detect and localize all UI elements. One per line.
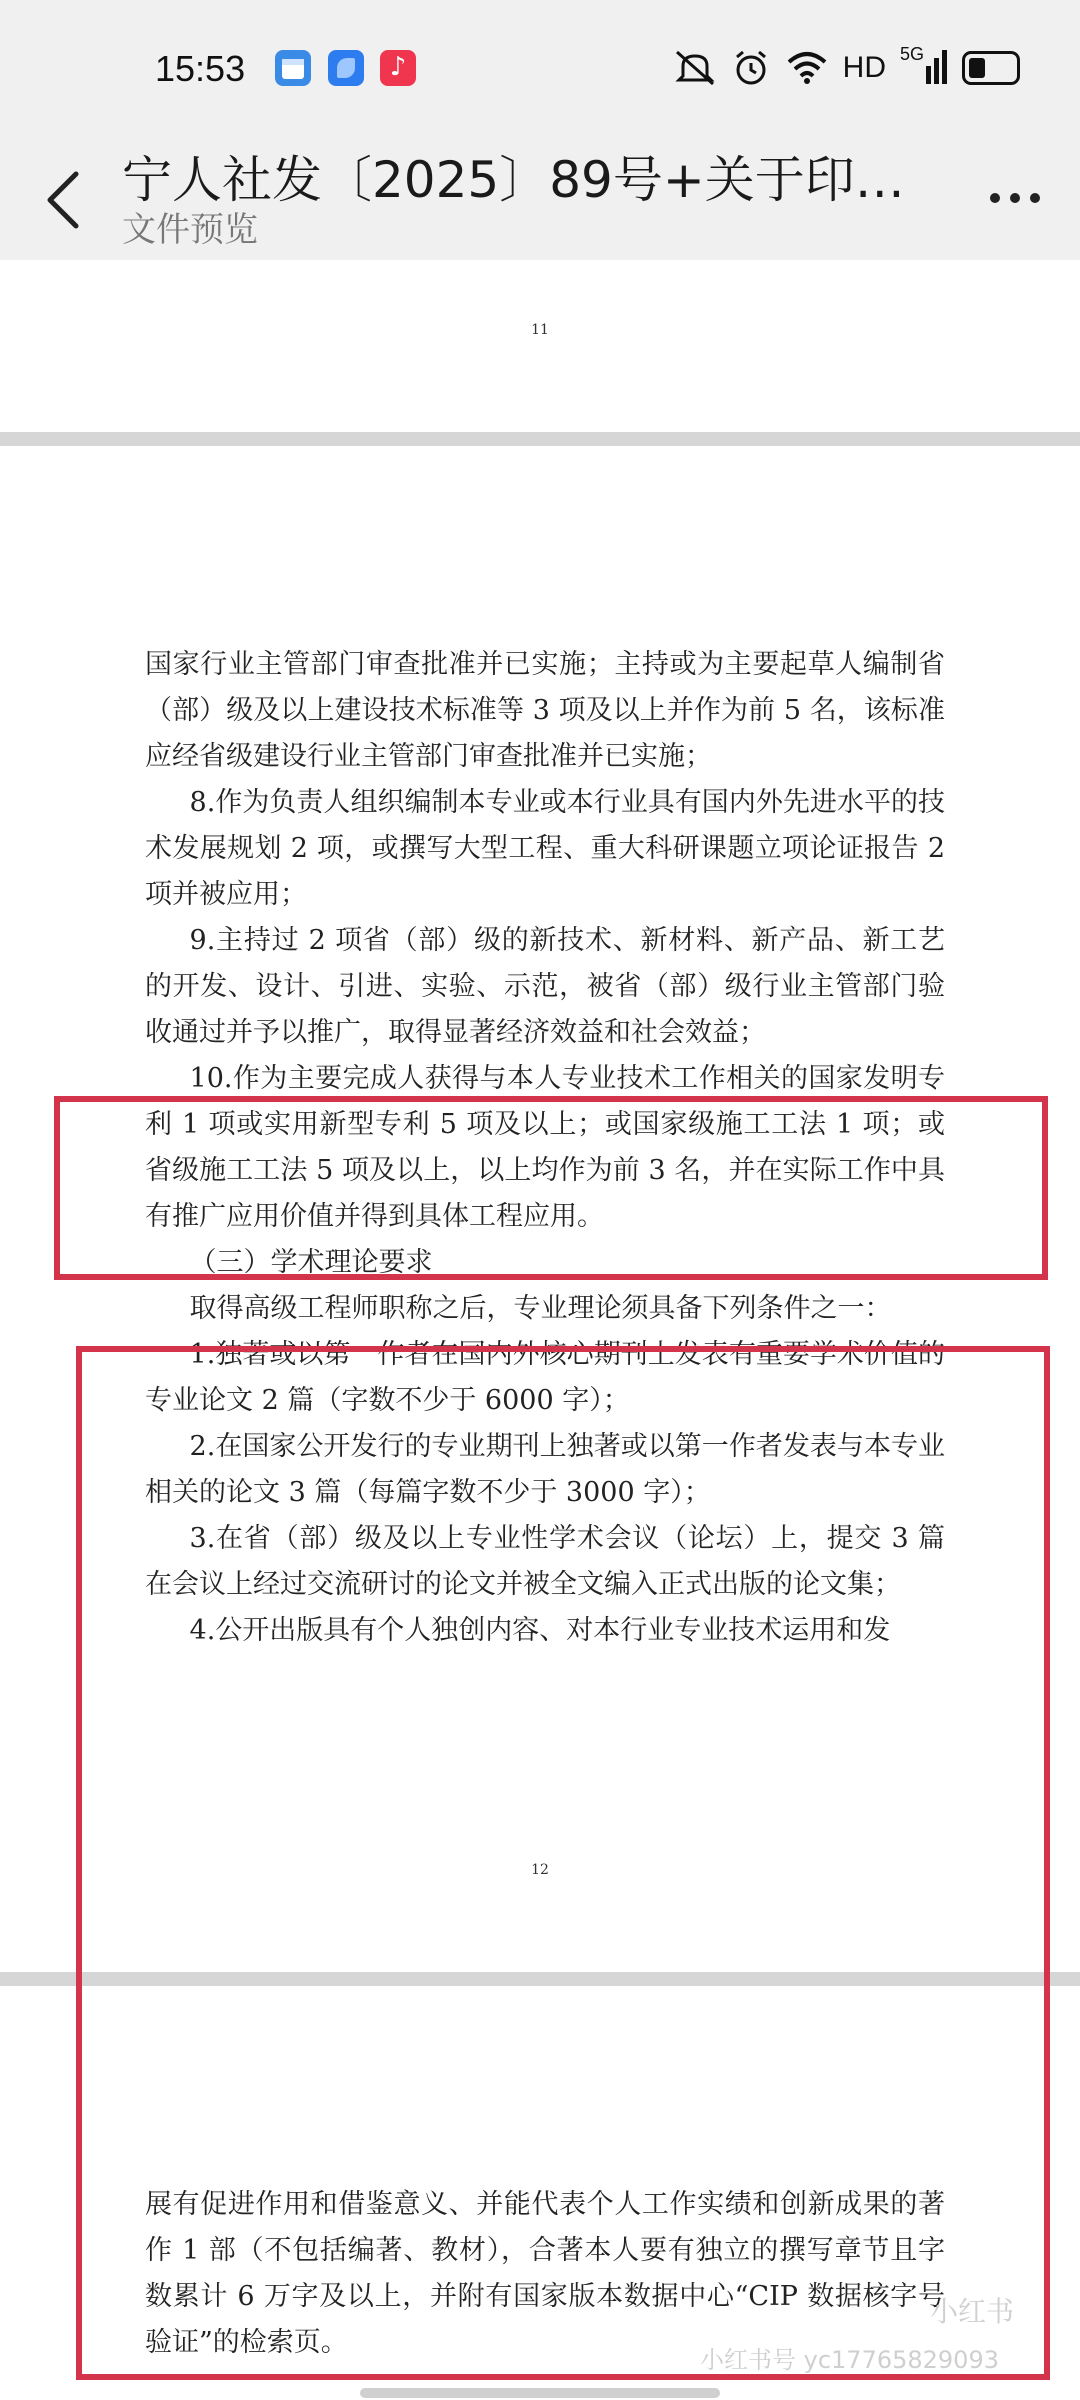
paragraph-academic-3: 3.在省（部）级及以上专业性学术会议（论坛）上，提交 3 篇在会议上经过交流研讨的论文并被全文编入正式出版的论文集； — [145, 1523, 945, 1600]
wifi-icon — [785, 50, 829, 86]
section-heading-academic: （三）学术理论要求 — [189, 1247, 433, 1278]
page-number-11: 11 — [531, 322, 549, 338]
app-header — [0, 140, 1080, 260]
status-icons — [673, 46, 1020, 90]
hd-label: HD — [842, 51, 886, 84]
file-title: 宁人社发〔2025〕89号+关于印… — [122, 151, 905, 209]
status-bar — [0, 0, 1080, 140]
document-page-11 — [0, 260, 1080, 432]
paragraph-academic-4: 4.公开出版具有个人独创内容、对本行业专业技术运用和发 — [189, 1615, 891, 1646]
music-app-icon: ♪ — [380, 50, 416, 86]
paragraph-standards: 国家行业主管部门审查批准并已实施；主持或为主要起草人编制省（部）级及以上建设技术标准等 3 项及以上并作为前 5 名，该标准应经省级建设行业主管部门审查批准并已实施； — [145, 649, 945, 772]
more-options-icon[interactable] — [980, 168, 1050, 228]
back-arrow-icon[interactable] — [36, 160, 96, 240]
calendar-app-icon — [275, 50, 311, 86]
mute-icon — [673, 48, 717, 88]
paragraph-item-9: 9.主持过 2 项省（部）级的新技术、新材料、新产品、新工艺的开发、设计、引进、实验、示范，被省（部）级行业主管部门验收通过并予以推广，取得显著经济效益和社会效益； — [145, 925, 945, 1048]
blue-app-icon — [328, 50, 364, 86]
watermark-brand: 小红书 — [930, 2295, 1015, 2328]
page-number-12: 12 — [531, 1862, 549, 1878]
paragraph-continuation: 展有促进作用和借鉴意义、并能代表个人工作实绩和创新成果的著作 1 部（不包括编著、教材），合著本人要有独立的撰写章节且字数累计 6 万字及以上，并附有国家版本数据中心“CIP 数据核字号验证”的检索页。 — [145, 2189, 945, 2358]
file-preview-label: 文件预览 — [122, 210, 258, 250]
alarm-icon — [731, 48, 771, 88]
watermark-user: 小红书号 yc17765829093 — [700, 2346, 999, 2374]
status-time: 15:53 — [155, 48, 246, 89]
page-separator — [0, 432, 1080, 446]
paragraph-item-10: 10.作为主要完成人获得与本人专业技术工作相关的国家发明专利 1 项或实用新型专利 5 项及以上；或国家级施工工法 1 项；或省级施工工法 5 项及以上，以上均作为前 3 名，并在实际工作中具有推广应用价值并得到具体工程应用。 — [145, 1063, 945, 1232]
highlight-box-item-10 — [54, 1096, 1048, 1280]
paragraph-item-8: 8.作为负责人组织编制本专业或本行业具有国内外先进水平的技术发展规划 2 项，或撰写大型工程、重大科研课题立项论证报告 2 项并被应用； — [145, 787, 945, 910]
paragraph-academic-intro: 取得高级工程师职称之后，专业理论须具备下列条件之一： — [189, 1293, 892, 1324]
paragraph-academic-2: 2.在国家公开发行的专业期刊上独著或以第一作者发表与本专业相关的论文 3 篇（每篇字数不少于 3000 字）； — [145, 1431, 945, 1508]
highlight-box-academic — [76, 1346, 1050, 2380]
battery-icon — [962, 51, 1020, 85]
signal-icon — [900, 44, 948, 88]
network-label: 5G — [900, 44, 925, 64]
paragraph-academic-1: 1.独著或以第一作者在国内外核心期刊上发表有重要学术价值的专业论文 2 篇（字数不少于 6000 字）； — [145, 1339, 945, 1416]
home-indicator[interactable] — [360, 2388, 720, 2398]
